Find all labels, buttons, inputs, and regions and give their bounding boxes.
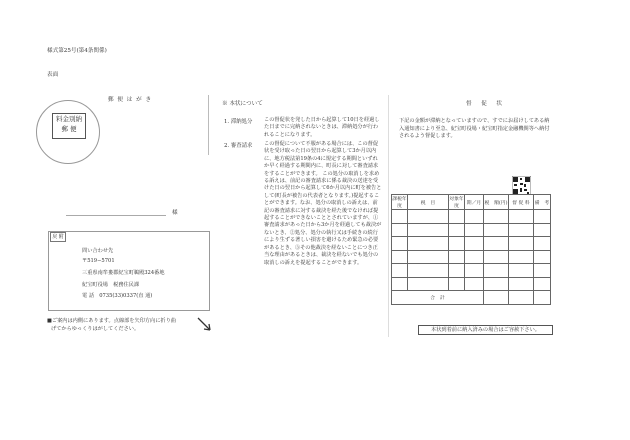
note-key-2: 2. 審査請求	[224, 143, 253, 149]
header-cell: 税 額(円)	[484, 195, 509, 210]
table-row	[392, 264, 551, 278]
postage-stamp	[52, 113, 86, 139]
inquiry-title: 問い合わせ先	[82, 248, 114, 254]
inquiry-phone: 電 話 0735(33)0337(直 通)	[82, 293, 153, 299]
stamp-line1: 料金別納	[56, 115, 82, 123]
table-row	[392, 277, 551, 291]
addressee-line	[66, 215, 166, 216]
payment-table	[391, 194, 551, 305]
table-row	[392, 223, 551, 237]
tokusoku-body: 下記の金額が滞納となっていますので、すでにお届けしてある納入通知書により至急、紀宝町役場・紀宝町指定金融機関等へ納付されるよう督促します。	[399, 118, 550, 140]
qr-code-icon	[512, 176, 531, 195]
fold-arrow-icon	[196, 316, 214, 334]
bottom-note-line1: ■ご案内は内側にあります。点線部を矢印方向に折り曲	[47, 318, 176, 324]
prepaid-notice: 本状到着前に納入済みの場合はご容赦下さい。	[418, 325, 553, 335]
tokusoku-title: 督 促 状	[466, 101, 504, 107]
side-label: 表面	[47, 72, 59, 78]
header-cell: 督 促 料	[509, 195, 534, 210]
note-key-1: 1. 滞納処分	[224, 119, 253, 125]
table-row	[392, 250, 551, 264]
bottom-note-line2: げてからゆっくりはがしてください。	[51, 326, 140, 332]
inquiry-zip: 〒519−5701	[82, 258, 115, 264]
fold-line-left	[208, 95, 209, 155]
note-body-1: この督促状を発した日から起算して10日を経過した日までに完納されないときは、滞納処分が行われることになります。	[264, 117, 380, 138]
header-cell: 備 考	[534, 195, 551, 210]
payment-table-header	[392, 195, 551, 210]
postcard-label: 郵 便 は が き	[108, 97, 153, 103]
notes-title: ※ 本状について	[222, 101, 263, 107]
header-cell: 税 目	[408, 195, 449, 210]
stamp-line2: 郵 便	[61, 125, 77, 133]
header-cell: 期／月	[465, 195, 484, 210]
return-label: 戻 附	[50, 232, 66, 242]
addressee-suffix: 様	[172, 210, 178, 216]
table-row	[392, 210, 551, 224]
total-row	[392, 291, 551, 305]
total-label: 合 計	[392, 291, 484, 305]
table-row	[392, 237, 551, 251]
note-body-2: この督促について不服がある場合には、この督促状を受け取った日の翌日から起算して3か月以内に、地方税法第19条の4に規定する期間といずれか早く経過する期間内に、町長に対して審査請求をすることができます。 この処分の取消しを求める訴えは、前記の審査請求に係る裁決の送達を受けた日の翌日から起算して6か月以内に町を被告として(町長が被告の代表者となります。)提起することができます。なお、処分の取消しの訴えは、前記の審査請求に対する裁決を経た後でなければ提起することができないこととされていますが、①審査請求があった日から3か月を経過しても裁決がないとき、②処分、処分の執行又は手続きの続行により生ずる著しい損害を避けるため緊急の必要があるとき、③その他裁決を経ないことにつき正当な理由があるときは、裁決を経ないでも処分の取消しの訴えを提起することができます。	[264, 141, 382, 266]
form-number: 様式第25号(第4条関係)	[47, 48, 107, 54]
inquiry-office: 紀宝町役場 税務住民課	[82, 282, 140, 288]
header-cell: 対象年度	[449, 195, 465, 210]
header-cell: 課税年度	[392, 195, 408, 210]
fold-line-center	[388, 95, 389, 337]
inquiry-address: 三重県南牟婁郡紀宝町鵜殿324番地	[82, 270, 165, 276]
